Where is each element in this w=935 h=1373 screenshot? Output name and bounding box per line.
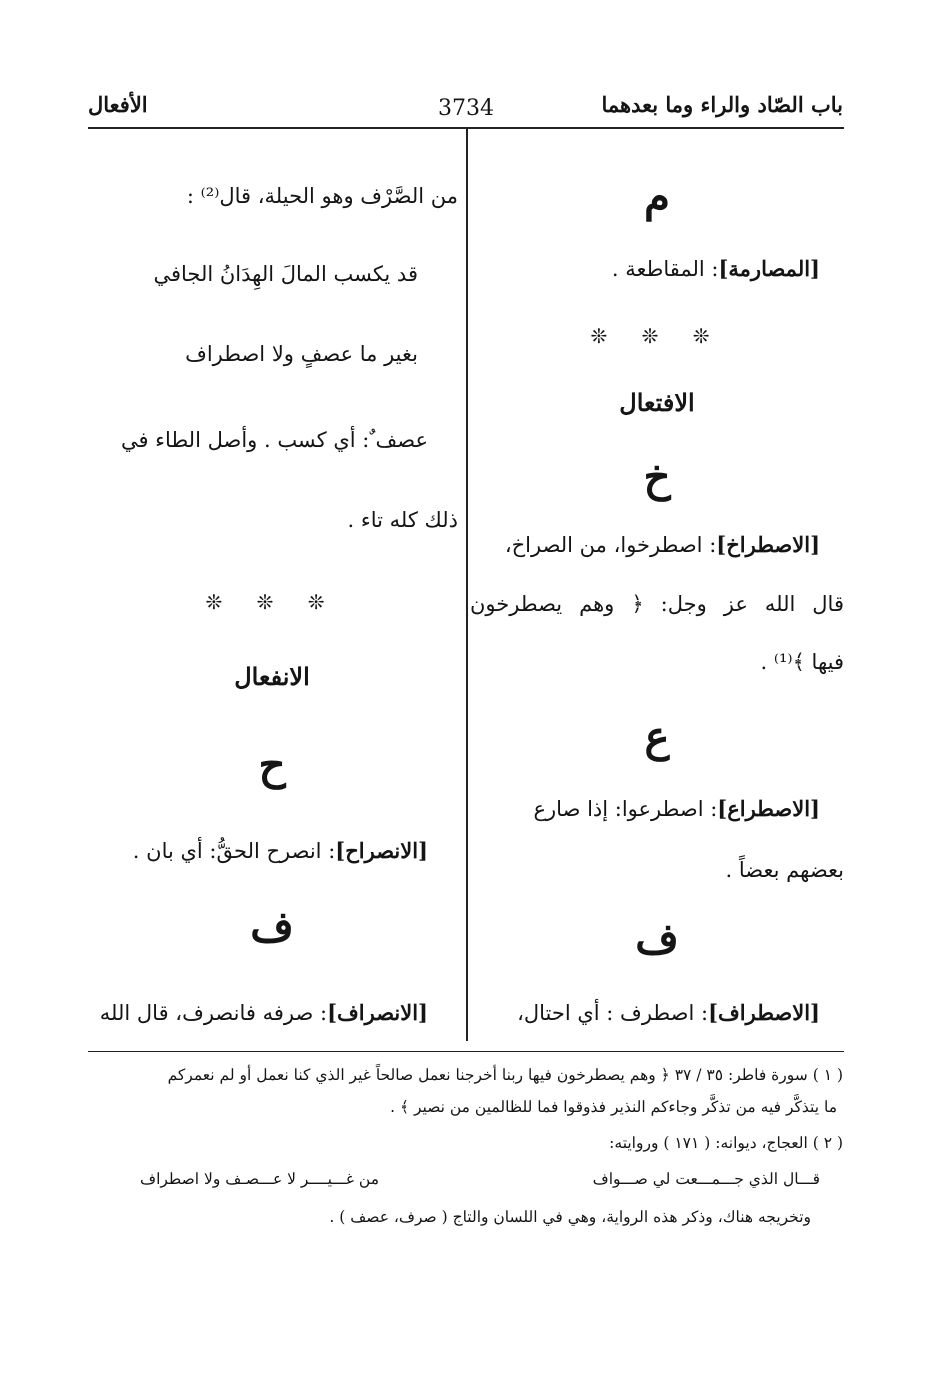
verse-hemistich-1: قـــال الذي جـــمـــعت لي صـــواف [592,1170,820,1188]
entry-insiraf [86,1000,428,1025]
footnote-2-line-1: ( ٢ ) العجاج، ديوانه: ( ١٧١ ) وروايته: [609,1134,843,1152]
gloss-line-2: ذلك كله تاء . [347,508,458,532]
entry-istiraf [470,1000,820,1025]
definition: : اصطرخوا، من الصراخ، [504,533,717,557]
headword: [الاصطراع] [717,796,820,821]
entry-musarama [470,256,820,281]
entry-istirakh-line2: قال الله عز وجل: ﴿ وهم يصطرخون [470,592,844,616]
headword: [الاصطراخ] [716,532,820,557]
footnote-2-line-3: وتخريجه هناك، وذكر هذه الرواية، وهي في اللسان والتاج ( صرف، عصف ) . [329,1208,811,1226]
headword: [المصارمة] [718,256,820,281]
entry-istirakh-line3: فيها ﴾⁽¹⁾ . [760,650,844,674]
separator-stars: ❊ ❊ ❊ [590,324,724,348]
gloss-line-1: عصف ٌ: أي كسب . وأصل الطاء في [120,428,428,452]
definition: : صرفه فانصرف، قال الله [99,1001,328,1025]
chapter-title: باب الصّاد والراء وما بعدهما [601,92,843,117]
letter-heading-ha: ح [258,740,286,789]
letter-heading-mim: م [643,172,670,221]
headword: [الاصطراف] [708,1000,820,1025]
footnote-1-line-2: ما يتذكَّر فيه من تذكَّر وجاءكم النذير فذوقوا فما للظالمين من نصير ﴾ . [390,1098,837,1116]
definition: : اصطرعوا: إذا صارع [533,797,718,821]
letter-heading-kha: خ [643,452,671,501]
page-number: 3734 [438,96,494,121]
entry-insirah [86,838,428,863]
verse-line-2: بغير ما عصفٍ ولا اصطراف [185,342,418,366]
definition: : اصطرف : أي احتال، [517,1001,709,1025]
definition: : المقاطعة . [611,257,719,281]
footnote-1-line-1: ( ١ ) سورة فاطر: ٣٥ / ٣٧ ﴿ وهم يصطرخون فيها ربنا أخرجنا نعمل صالحاً غير الذي كنا نعمل أو لم نعمركم [167,1066,843,1084]
entry-istirakh [470,532,820,557]
definition: : انصرح الحقُّ: أي بان . [132,839,336,863]
letter-heading-fa: ف [250,902,294,951]
verse-hemistich-2: من غـــيــــر لا عـــصـف ولا اصطراف [140,1170,380,1188]
footnote-rule [88,1051,844,1052]
headword: [الانصراف] [327,1000,428,1025]
headword: [الانصراح] [335,838,428,863]
letter-heading-fa: ف [635,914,679,963]
column-divider [466,129,468,1041]
entry-line: من الصَّرْف وهو الحيلة، قال⁽²⁾ : [186,184,458,208]
entry-istira-line2: بعضهم بعضاً . [725,858,844,882]
section-heading-iftial: الافتعال [619,388,695,417]
entry-istira [470,796,820,821]
separator-stars: ❊ ❊ ❊ [205,590,339,614]
section-title: الأفعال [88,92,148,117]
section-heading-infial: الانفعال [234,662,310,691]
letter-heading-ayn: ع [644,712,670,761]
verse-line-1: قد يكسب المالَ الهِدَانُ الجافي [153,262,418,286]
